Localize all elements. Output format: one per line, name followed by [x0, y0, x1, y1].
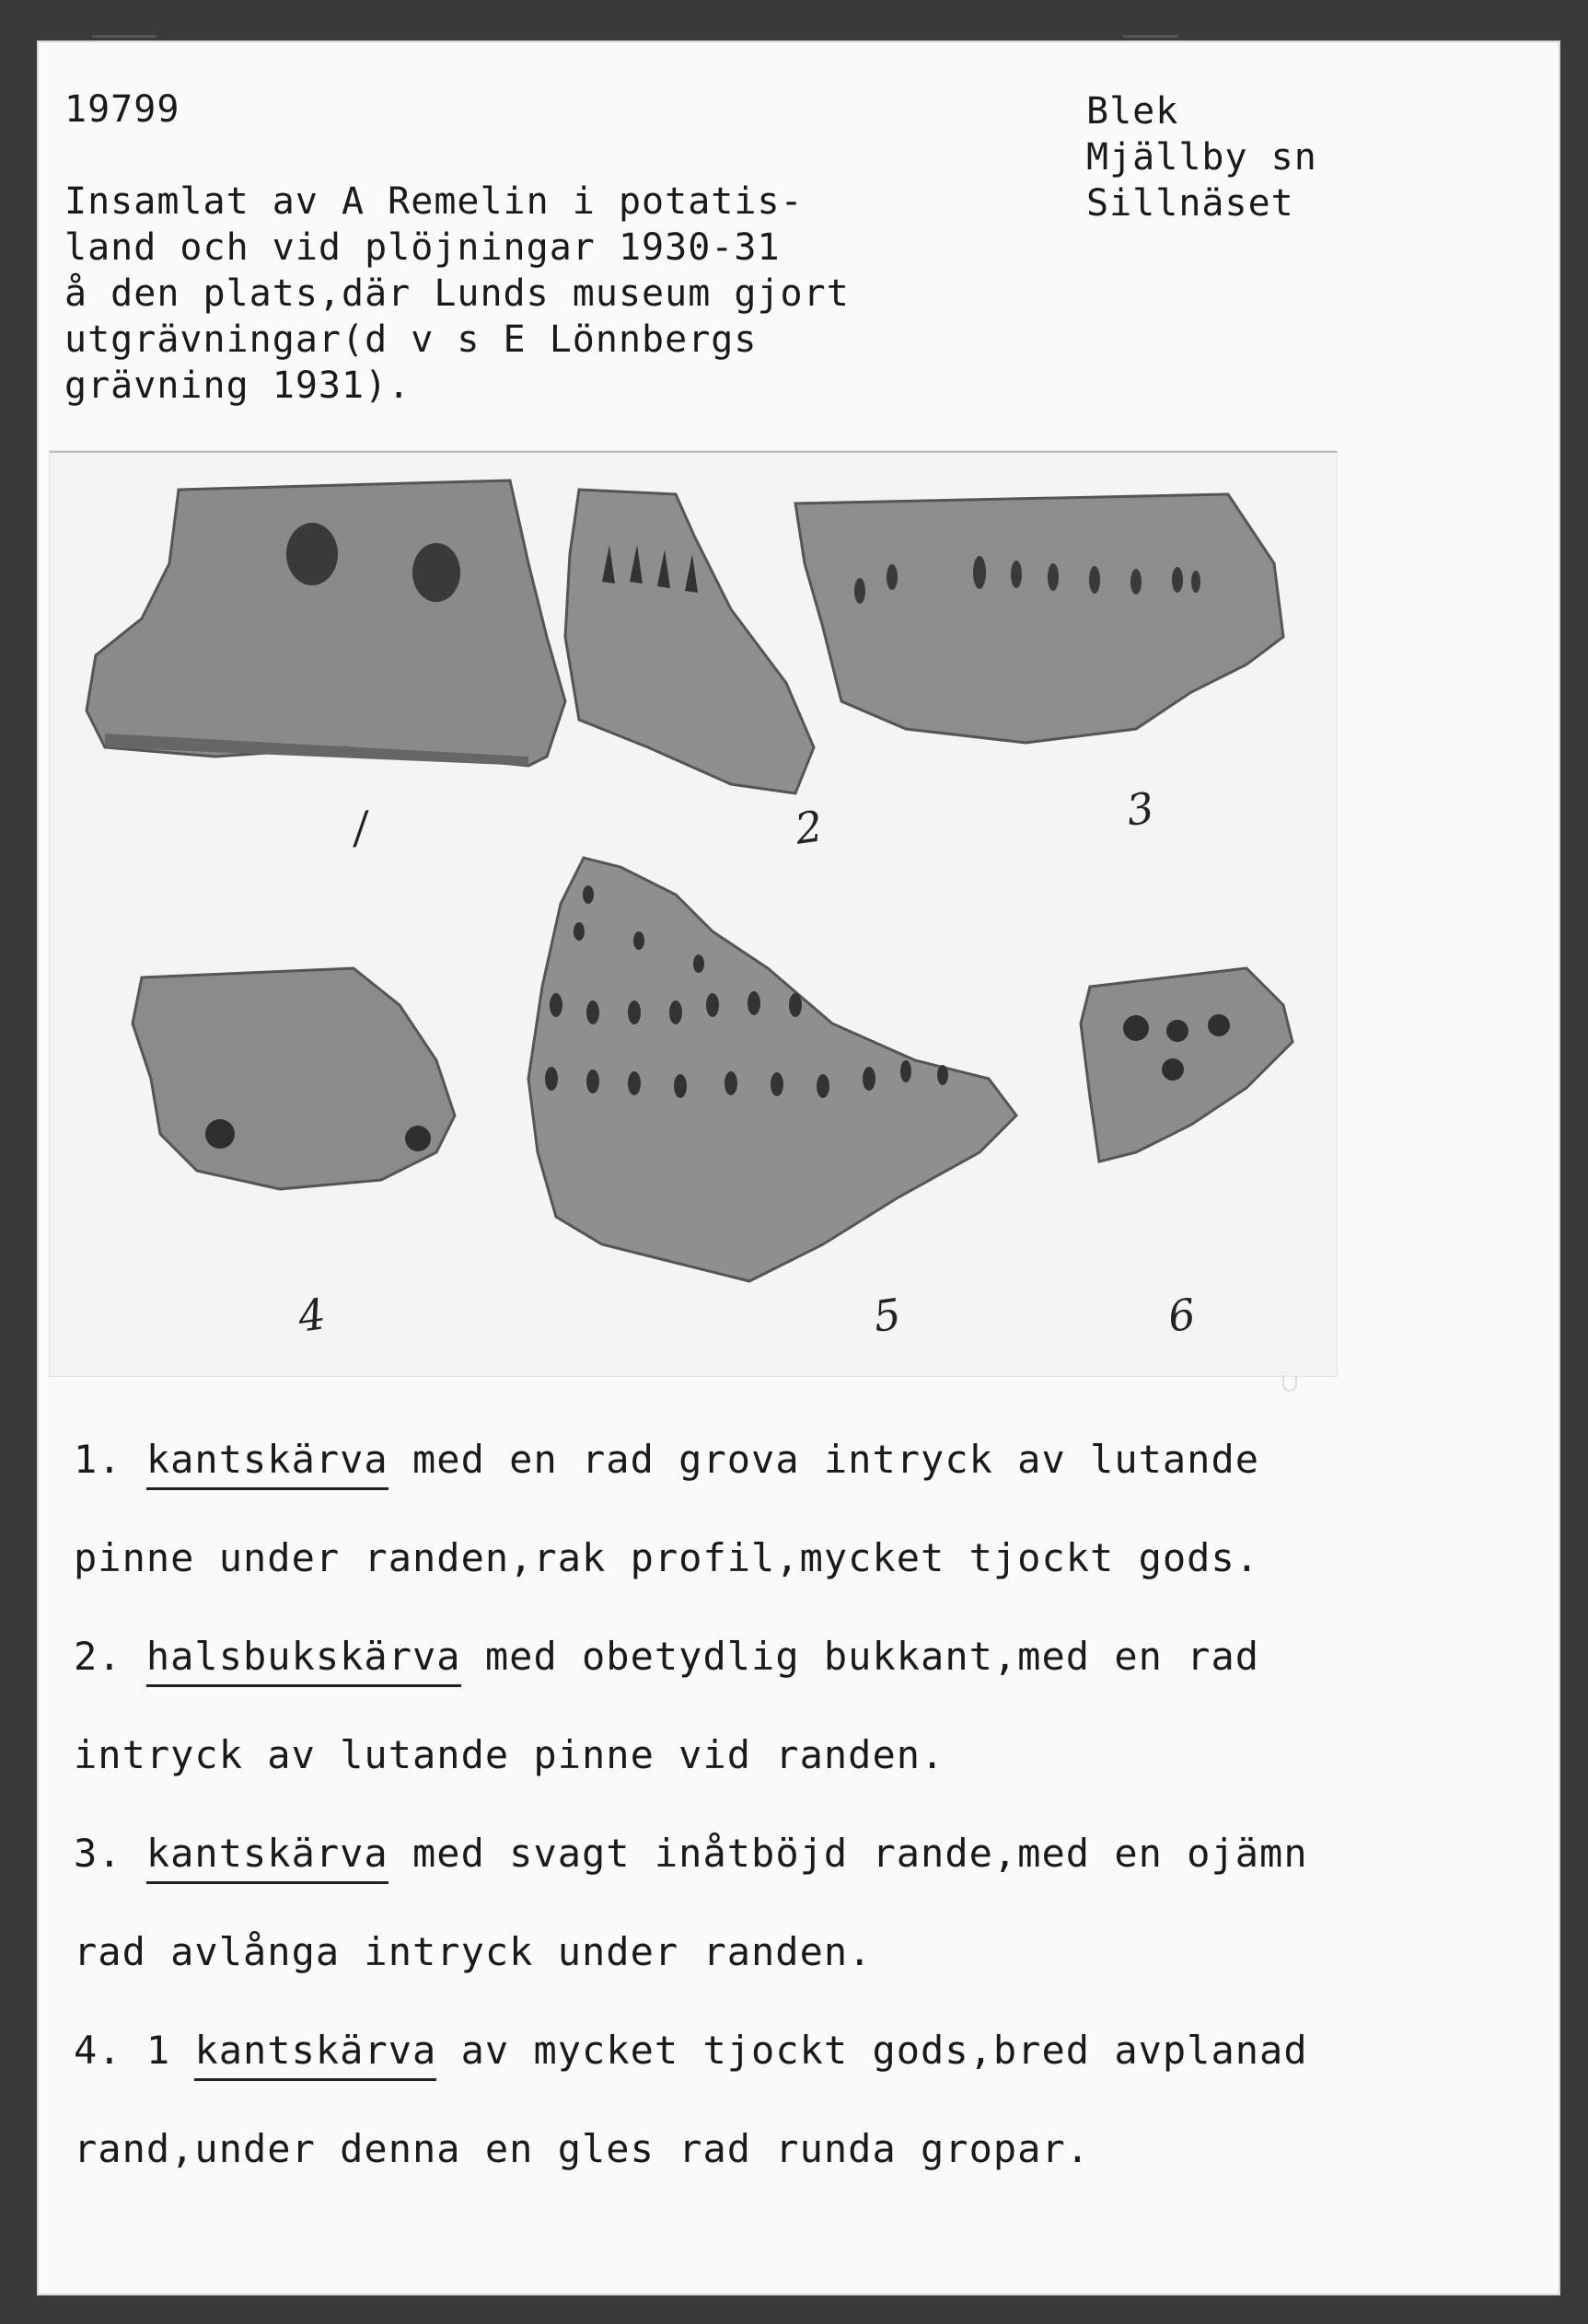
- card-edge-mark: [92, 35, 156, 38]
- note-text: intryck av lutande pinne vid randen.: [74, 1732, 945, 1777]
- note-text: med obetydlig bukkant,med en rad: [460, 1634, 1260, 1679]
- location-line: Blek: [1086, 90, 1179, 133]
- note-prefix: 1.: [74, 1437, 146, 1482]
- sherd-4-image: [133, 968, 455, 1189]
- card-edge-mark: [1123, 35, 1178, 38]
- description-line: grävning 1931).: [64, 364, 411, 407]
- sherd-5-image: [528, 858, 1016, 1281]
- note-line: [74, 1804, 1528, 1902]
- note-line: [74, 1607, 1528, 1705]
- note-text: rad avlånga intryck under randen.: [74, 1929, 873, 1974]
- description-line: Insamlat av A Remelin i potatis-: [64, 180, 804, 223]
- note-prefix: 2.: [74, 1634, 146, 1679]
- note-text: rand,under denna en gles rad runda gropar.: [74, 2126, 1091, 2171]
- note-line: [74, 1902, 1528, 2001]
- note-term: kantskärva: [146, 1437, 388, 1490]
- photo-label-6: 6: [1165, 1289, 1199, 1342]
- collection-description: [64, 179, 1031, 409]
- note-text: pinne under randen,rak profil,mycket tjockt gods.: [74, 1535, 1260, 1580]
- location-block: [1086, 88, 1317, 226]
- note-text: av mycket tjockt gods,bred avplanad: [436, 2028, 1308, 2073]
- photo-label-3: 3: [1123, 782, 1157, 836]
- note-term: halsbukskärva: [146, 1634, 461, 1687]
- sherd-6-image: [1081, 968, 1292, 1162]
- photo-label-5: 5: [870, 1289, 904, 1342]
- sherd-notes: [74, 1410, 1528, 2198]
- note-prefix: 3.: [74, 1831, 146, 1876]
- note-text: med svagt inåtböjd rande,med en ojämn: [388, 1831, 1308, 1876]
- note-line: [74, 2099, 1528, 2198]
- sherds-illustration: [50, 453, 1337, 1376]
- catalog-card: [37, 40, 1560, 2295]
- sherds-photograph: [50, 451, 1337, 1376]
- catalog-number: 19799: [64, 88, 180, 131]
- description-line: land och vid plöjningar 1930-31: [64, 226, 781, 269]
- photo-label-1: /: [350, 802, 372, 853]
- description-line: å den plats,där Lunds museum gjort: [64, 272, 850, 315]
- note-line: [74, 1705, 1528, 1804]
- note-prefix: 4. 1: [74, 2028, 195, 2073]
- photo-label-2: 2: [792, 801, 826, 854]
- sherd-2-image: [565, 490, 814, 793]
- photo-label-4: 4: [295, 1289, 329, 1342]
- sherd-1-image: [87, 480, 565, 766]
- note-line: [74, 2001, 1528, 2099]
- card-fold-mark: [1282, 1375, 1297, 1392]
- location-line: Mjällby sn: [1086, 136, 1317, 179]
- note-line: [74, 1509, 1528, 1607]
- note-term: kantskärva: [194, 2028, 436, 2081]
- location-line: Sillnäset: [1086, 182, 1294, 225]
- note-line: [74, 1410, 1528, 1509]
- note-text: med en rad grova intryck av lutande: [388, 1437, 1260, 1482]
- note-term: kantskärva: [146, 1831, 388, 1884]
- description-line: utgrävningar(d v s E Lönnbergs: [64, 318, 758, 361]
- sherd-3-image: [795, 494, 1283, 743]
